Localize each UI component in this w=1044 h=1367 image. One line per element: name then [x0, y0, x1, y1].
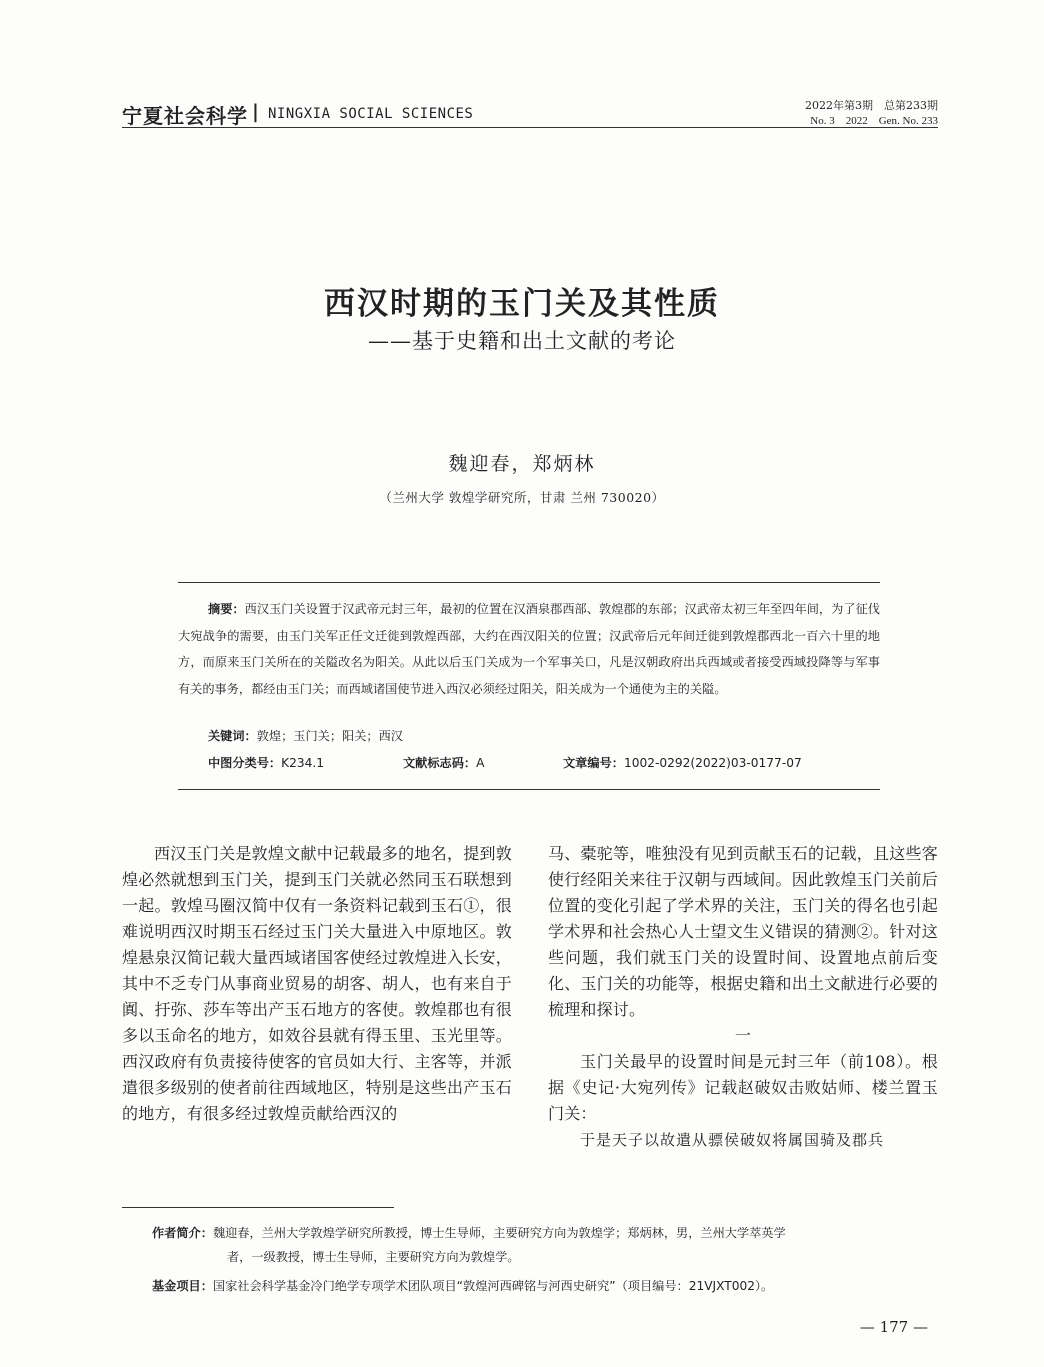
fund-note-label: 基金项目：: [152, 1279, 213, 1293]
doc-code-line: [403, 754, 484, 771]
page-number: — 177 —: [859, 1318, 928, 1336]
journal-separator: |: [252, 101, 259, 123]
issue-info-en: No. 3 2022 Gen. No. 233: [810, 115, 938, 127]
journal-title-en: NINGXIA SOCIAL SCIENCES: [268, 106, 474, 122]
abstract-bottom-rule: [178, 789, 880, 790]
section-heading: 一: [734, 1026, 752, 1045]
article-no-value: 1002-0292(2022)03-0177-07: [623, 756, 802, 770]
article-subtitle: ——基于史籍和出土文献的考论: [368, 329, 676, 353]
doc-code-label: 文献标志码：: [403, 756, 477, 770]
fund-note-text: 国家社会科学基金冷门绝学专项学术团队项目“敦煌河西碑铭与河西史研究”（项目编号：21VJXT002）。: [212, 1279, 774, 1293]
body-paragraph: 玉门关最早的设置时间是元封三年（前108）。根据《史记·大宛列传》记载赵破奴击败姑师、楼兰置玉门关：: [548, 1052, 938, 1123]
author-note: [152, 1221, 942, 1245]
article-title: 西汉时期的玉门关及其性质: [324, 286, 720, 322]
clc-value: K234.1: [281, 756, 325, 770]
author-affiliation: （兰州大学 敦煌学研究所，甘肃 兰州 730020）: [379, 490, 665, 505]
header-rule: [122, 127, 938, 128]
issue-info-cn: 2022年第3期 总第233期: [805, 99, 938, 112]
author-note-label: 作者简介：: [152, 1226, 213, 1240]
author-note-continued: 者，一级教授，博士生导师，主要研究方向为敦煌学。: [227, 1250, 520, 1264]
journal-title-cn: 宁夏社会科学: [122, 104, 248, 128]
article-no-line: [563, 754, 802, 771]
abstract-paragraph: [178, 596, 880, 702]
fund-note: [152, 1274, 942, 1298]
article-no-label: 文章编号：: [563, 756, 624, 770]
body-column-right: [548, 841, 938, 1153]
author-note-text: 魏迎春，兰州大学敦煌学研究所教授，博士生导师，主要研究方向为敦煌学；郑炳林，男，兰州大学萃英学: [212, 1226, 786, 1240]
clc-line: [208, 754, 324, 771]
abstract-text: 西汉玉门关设置于汉武帝元封三年，最初的位置在汉酒泉郡西部、敦煌郡的东部；汉武帝太初三年至四年间，为了征伐大宛战争的需要，由玉门关军正任文迁徙到敦煌西部，大约在西汉阳关的位置；汉武帝后元年间迁徙到敦煌郡西北一百六十里的地方，而原来玉门关所在的关隘改名为阳关。从此以后玉门关成为一个军事关口，凡是汉朝政府出兵西域或者接受西域投降等与军事有关的事务，都经由玉门关；而西域诸国使节进入西汉必须经过阳关，阳关成为一个通使为主的关隘。: [178, 602, 880, 696]
block-quote: 于是天子以故遣从骠侯破奴将属国骑及郡兵: [580, 1131, 885, 1149]
clc-label: 中图分类号：: [208, 756, 282, 770]
article-authors: 魏迎春，郑炳林: [448, 453, 596, 475]
keywords-text: 敦煌；玉门关；阳关；西汉: [256, 729, 403, 743]
doc-code-value: A: [476, 756, 485, 770]
abstract-block: [178, 596, 880, 702]
footnote-rule: [122, 1207, 394, 1208]
keywords-label: 关键词：: [208, 729, 257, 743]
abstract-label: 摘要：: [208, 602, 245, 616]
abstract-top-rule: [178, 582, 880, 583]
body-paragraph: 马、橐驼等，唯独没有见到贡献玉石的记载，且这些客使行经阳关来往于汉朝与西域间。因此敦煌玉门关前后位置的变化引起了学术界的关注，玉门关的得名也引起学术界和社会热心人士望文生义错误的猜测②。针对这些问题，我们就玉门关的设置时间、设置地点前后变化、玉门关的功能等，根据史籍和出土文献进行必要的梳理和探讨。: [548, 844, 938, 1019]
body-column-left: [122, 841, 512, 1127]
body-paragraph: 西汉玉门关是敦煌文献中记载最多的地名，提到敦煌必然就想到玉门关，提到玉门关就必然同玉石联想到一起。敦煌马圈汉简中仅有一条资料记载到玉石①，很难说明西汉时期玉石经过玉门关大量进入中原地区。敦煌悬泉汉简记载大量西域诸国客使经过敦煌进入长安，其中不乏专门从事商业贸易的胡客、胡人，也有来自于阗、扜弥、莎车等出产玉石地方的客使。敦煌郡也有很多以玉命名的地方，如效谷县就有得玉里、玉光里等。西汉政府有负责接待使客的官员如大行、主客等，并派遣很多级别的使者前往西域地区，特别是这些出产玉石的地方，有很多经过敦煌贡献给西汉的: [122, 844, 512, 1123]
keywords-line: [208, 727, 403, 744]
